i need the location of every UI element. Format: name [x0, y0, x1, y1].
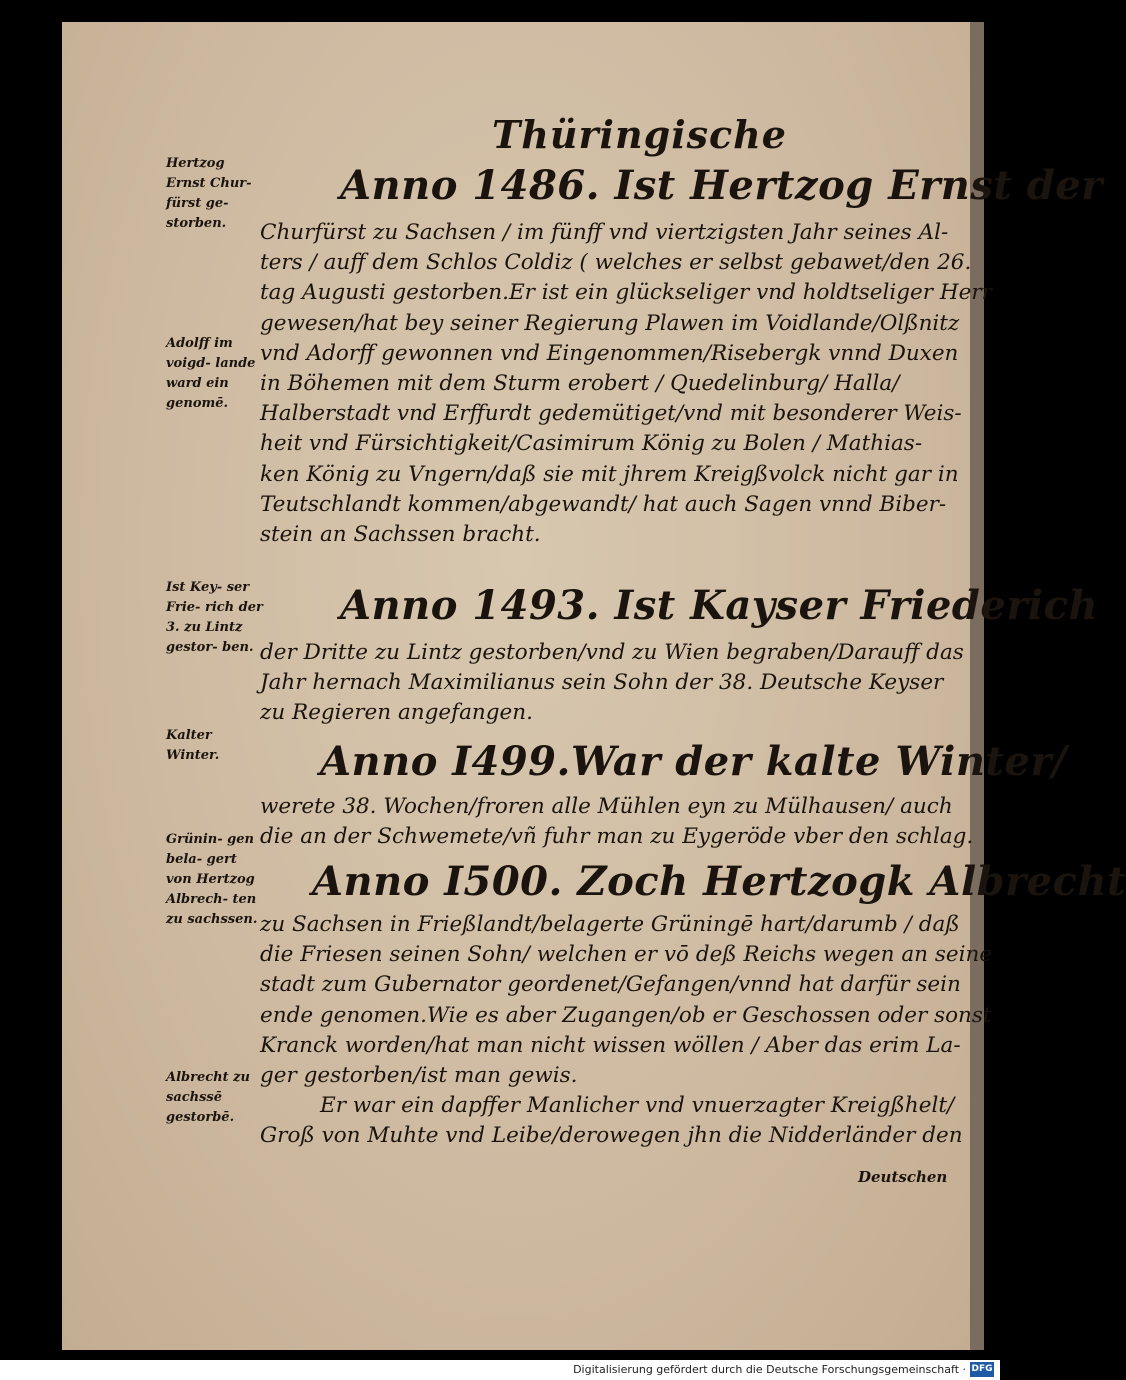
text-line: Kranck worden/hat man nicht wissen wöllen / Aber das erim La- — [260, 1032, 961, 1058]
text-line: die an der Schwemete/vñ fuhr man zu Eygeröde vber den schlag. — [260, 824, 974, 850]
text-line: Teutschlandt kommen/abgewandt/ hat auch Sagen vnnd Biber- — [260, 491, 947, 517]
text-line: tag Augusti gestorben.Er ist ein glückseliger vnd holdtseliger Herr — [260, 280, 992, 306]
section-body-1499 — [260, 792, 974, 852]
margin-note-5: Grünin- gen bela- gert von Hertzog Albrech- ten zu sachssen. — [166, 832, 258, 927]
text-line: werete 38. Wochen/froren alle Mühlen eyn zu Mülhausen/ auch — [260, 794, 953, 819]
text-line: Halberstadt vnd Erffurdt gedemütiget/vnd mit besonderer Weis- — [260, 401, 962, 427]
text-line: stein an Sachssen bracht. — [260, 522, 541, 548]
text-line: ende genomen.Wie es aber Zugangen/ob er Geschossen oder sonst — [260, 1002, 992, 1028]
text-line: ters / auff dem Schlos Coldiz ( welches er selbst gebawet/den 26. — [260, 250, 972, 276]
catchword: Deutschen — [858, 1168, 948, 1186]
margin-note-3: Ist Key- ser Frie- rich der 3. zu Lintz gestor- ben. — [166, 580, 263, 655]
margin-note-2: Adolff im voigd- lande ward ein genomē. — [166, 336, 256, 411]
section-body-1500 — [260, 910, 993, 1152]
text-line: ger gestorben/ist man gewis. — [260, 1063, 578, 1089]
section-heading-1499: Anno I499.War der kalte Winter/ — [320, 738, 1068, 785]
section-heading-1500: Anno I500. Zoch Hertzogk Albrecht — [312, 858, 1126, 905]
digitization-footer: Digitalisierung gefördert durch die Deutsche Forschungsgemeinschaft · — [0, 1360, 1000, 1380]
running-header: Thüringische — [492, 112, 787, 157]
text-line: der Dritte zu Lintz gestorben/vnd zu Wien begraben/Darauff das — [260, 640, 964, 665]
section-heading-1486: Anno 1486. Ist Hertzog Ernst der — [340, 162, 1103, 209]
text-line: in Böhemen mit dem Sturm erobert / Quedelinburg/ Halla/ — [260, 371, 900, 397]
text-line: Churfürst zu Sachsen / im fünff vnd viertzigsten Jahr seines Al- — [260, 220, 949, 245]
text-line: Er war ein dapffer Manlicher vnd vnuerzagter Kreigßhelt/ — [320, 1093, 955, 1119]
margin-note-1: Hertzog Ernst Chur- fürst ge- storben. — [166, 156, 252, 231]
text-line: zu Sachsen in Frießlandt/belagerte Grüningē hart/darumb / daß — [260, 912, 960, 937]
text-line: ken König zu Vngern/daß sie mit jhrem Kreigßvolck nicht gar in — [260, 461, 959, 487]
scanned-page — [62, 22, 1126, 1350]
text-line: zu Regieren angefangen. — [260, 700, 533, 726]
section-body-1486 — [260, 218, 992, 550]
margin-note-4: Kalter Winter. — [166, 728, 220, 763]
dfg-logo: DFG — [970, 1362, 994, 1377]
text-line: stadt zum Gubernator geordenet/Gefangen/vnnd hat darfür sein — [260, 972, 961, 998]
section-heading-1493: Anno 1493. Ist Kayser Friederich — [340, 582, 1099, 629]
text-line: Jahr hernach Maximilianus sein Sohn der 38. Deutsche Keyser — [260, 670, 944, 696]
text-line: vnd Adorff gewonnen vnd Eingenommen/Risebergk vnnd Duxen — [260, 340, 959, 366]
section-body-1493 — [260, 638, 964, 729]
text-line: Groß von Muhte vnd Leibe/derowegen jhn die Nidderländer den — [260, 1123, 963, 1149]
text-line: heit vnd Fürsichtigkeit/Casimirum König zu Bolen / Mathias- — [260, 431, 923, 457]
margin-note-6: Albrecht zu sachssē gestorbē. — [166, 1070, 250, 1125]
text-line: die Friesen seinen Sohn/ welchen er vō deß Reichs wegen an seine — [260, 942, 993, 968]
text-line: gewesen/hat bey seiner Regierung Plawen im Voidlande/Olßnitz — [260, 310, 960, 336]
